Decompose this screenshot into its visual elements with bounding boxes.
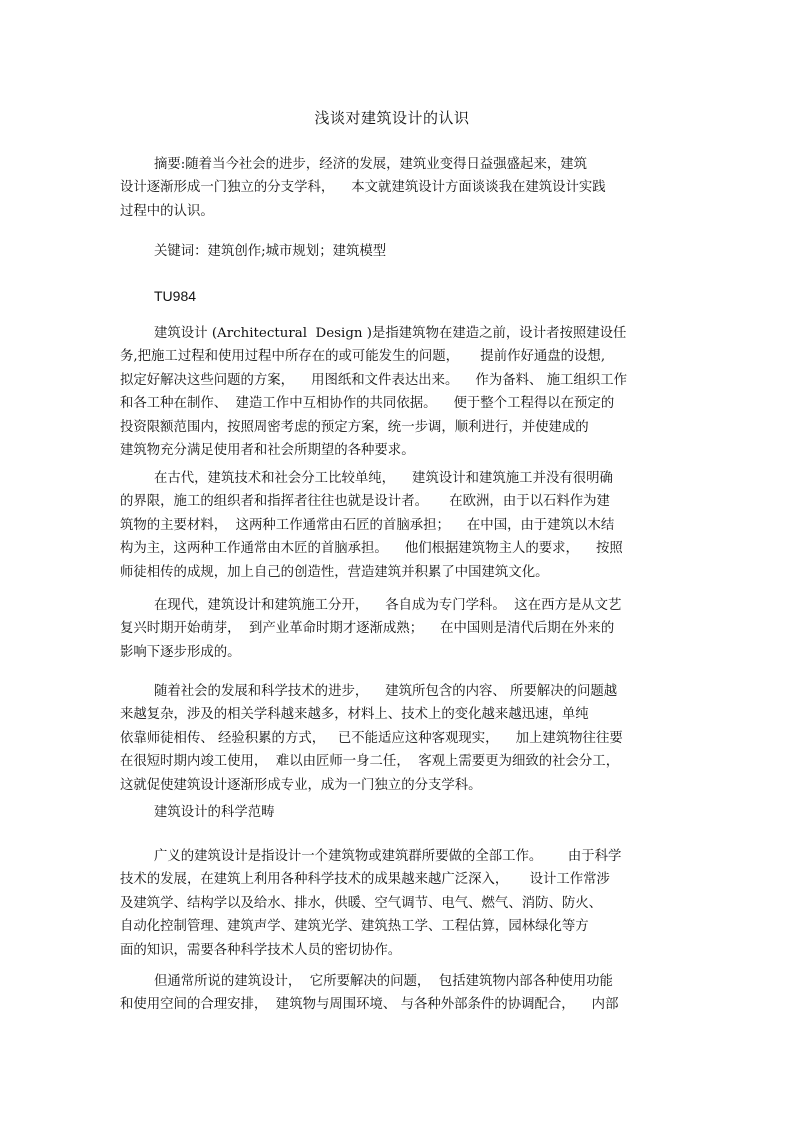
section-heading	[120, 801, 675, 824]
text-line: 在古代，建筑技术和社会分工比较单纯， 建筑设计和建筑施工并没有很明确	[154, 471, 613, 486]
text-line: 这就促使建筑设计逐渐形成专业，成为一门独立的分支学科。	[120, 777, 482, 793]
text-line: 随着社会的发展和科学技术的进步， 建筑所包含的内容、 所要解决的问题越	[154, 684, 618, 699]
text-line: 务,把施工过程和使用过程中所存在的或可能发生的问题， 提前作好通盘的设想,	[120, 349, 606, 365]
document-title: 浅谈对建筑设计的认识	[314, 109, 470, 127]
classification-text: TU984	[154, 288, 197, 304]
text-line: 的界限，施工的组织者和指挥者往往也就是设计者。 在欧洲，由于以石料作为建	[120, 494, 610, 510]
text-line: 复兴时期开始萌芽， 到产业革命时期才逐渐成熟； 在中国则是清代后期在外来的	[120, 621, 615, 637]
text-line: 影响下逐步形成的。	[120, 644, 241, 660]
paragraph-2	[120, 467, 675, 584]
text-line: 技术的发展，在建筑上利用各种科学技术的成果越来越广泛深入， 设计工作常涉	[120, 872, 610, 888]
text-line: 建筑设计 (Architectural Design )是指建筑物在建造之前，设计者按照建设任	[154, 326, 627, 341]
paragraph-5	[120, 845, 675, 962]
text-line: 建筑物充分满足使用者和社会所期望的各种要求。	[120, 442, 415, 458]
text-line: 过程中的认识。	[120, 203, 214, 219]
text-line: 广义的建筑设计是指设计一个建筑物或建筑群所要做的全部工作。 由于科学	[154, 849, 622, 864]
section-heading-text: 建筑设计的科学范畴	[154, 805, 275, 820]
text-line: 师徒相传的成规，加上自己的创造性，营造建筑并积累了中国建筑文化。	[120, 564, 549, 580]
keywords-text: 关键词：建筑创作;城市规划；建筑模型	[154, 244, 387, 259]
text-line: 及建筑学、结构学以及给水、排水，供暖、空气调节、电气、燃气、消防、防火、	[120, 895, 603, 911]
text-line: 和使用空间的合理安排， 建筑物与周围环境、 与各种外部条件的协调配合， 内部	[120, 997, 619, 1013]
keywords-line	[120, 240, 675, 263]
text-line: 筑物的主要材料， 这两种工作通常由石匠的首脑承担； 在中国，由于建筑以木结	[120, 517, 615, 533]
text-line: 自动化控制管理、建筑声学、建筑光学、建筑热工学、工程估算，园林绿化等方	[120, 919, 589, 935]
text-line: 在现代，建筑设计和建筑施工分开， 各自成为专门学科。 这在西方是从文艺	[154, 598, 622, 613]
text-line: 构为主，这两种工作通常由木匠的首脑承担。 他们根据建筑物主人的要求， 按照	[120, 541, 623, 557]
abstract-paragraph	[120, 153, 675, 223]
text-line: 来越复杂，涉及的相关学科越来越多，材料上、技术上的变化越来越迅速，单纯	[120, 707, 589, 723]
text-line: 和各工种在制作、 建造工作中互相协作的共同依据。 便于整个工程得以在预定的	[120, 396, 615, 412]
paragraph-4	[120, 680, 675, 797]
text-line: 依靠师徒相传、 经验积累的方式， 已不能适应这种客观现实， 加上建筑物往往要	[120, 730, 623, 746]
text-line: 但通常所说的建筑设计， 它所要解决的问题， 包括建筑物内部各种使用功能	[154, 974, 613, 989]
classification-number	[120, 285, 675, 308]
text-line: 摘要:随着当今社会的进步，经济的发展，建筑业变得日益强盛起来，建筑	[154, 157, 588, 172]
text-line: 面的知识，需要各种科学技术人员的密切协作。	[120, 942, 402, 958]
paragraph-3	[120, 594, 675, 664]
text-line: 投资限额范围内，按照周密考虑的预定方案，统一步调，顺利进行，并使建成的	[120, 419, 589, 435]
text-line: 拟定好解决这些问题的方案， 用图纸和文件表达出来。 作为备料、 施工组织工作	[120, 372, 627, 388]
paragraph-6	[120, 970, 675, 1017]
paragraph-1	[120, 322, 675, 462]
text-line: 设计逐渐形成一门独立的分支学科， 本文就建筑设计方面谈谈我在建筑设计实践	[120, 180, 606, 196]
text-line: 在很短时期内竣工使用， 难以由匠师一身二任， 客观上需要更为细致的社会分工，	[120, 754, 620, 770]
